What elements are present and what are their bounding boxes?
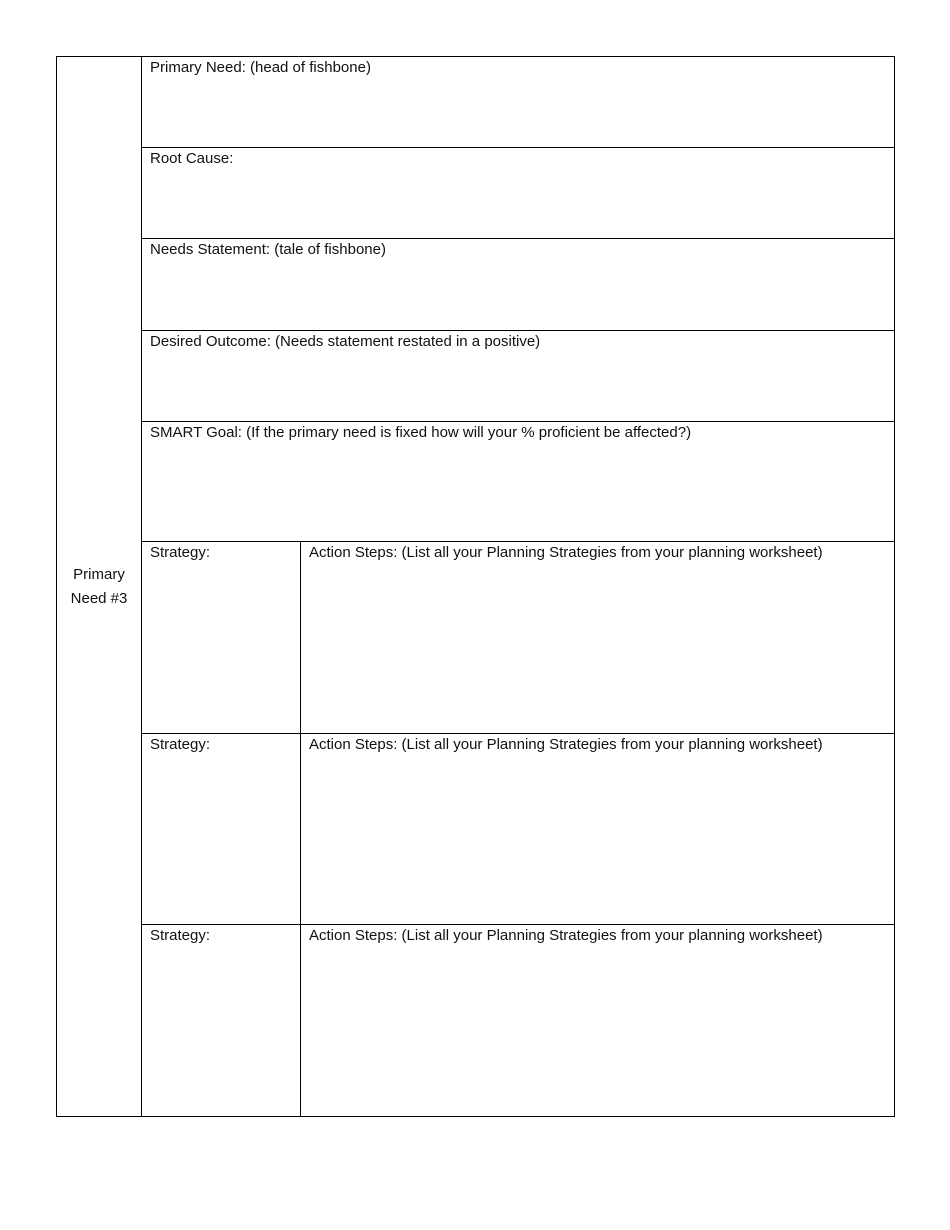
strategy-field-1[interactable] [142,542,301,734]
desired-outcome-label: Desired Outcome: (Needs statement restated in a positive) [150,333,541,350]
primary-need-label: Primary Need: (head of fishbone) [150,59,371,76]
action-steps-field-1[interactable] [301,542,895,734]
needs-statement-label: Needs Statement: (tale of fishbone) [150,241,386,258]
smart-goal-field[interactable] [142,422,895,542]
strategy-field-3[interactable] [142,925,301,1117]
action-steps-label: Action Steps: (List all your Planning Strategies from your planning worksheet) [309,927,823,944]
action-steps-label: Action Steps: (List all your Planning Strategies from your planning worksheet) [309,544,823,561]
action-steps-field-2[interactable] [301,734,895,925]
side-label-line1: Primary [73,565,125,583]
smart-goal-label: SMART Goal: (If the primary need is fixed how will your % proficient be affected?) [150,424,692,441]
primary-need-side-label [57,57,142,1117]
needs-statement-field[interactable] [142,239,895,331]
strategy-label: Strategy: [150,927,211,944]
action-steps-field-3[interactable] [301,925,895,1117]
strategy-label: Strategy: [150,736,211,753]
root-cause-field[interactable] [142,148,895,239]
strategy-field-2[interactable] [142,734,301,925]
root-cause-label: Root Cause: [150,150,234,167]
side-label-line2: Need #3 [70,589,128,607]
planning-form-table [56,56,895,1117]
primary-need-field[interactable] [142,57,895,148]
strategy-label: Strategy: [150,544,211,561]
desired-outcome-field[interactable] [142,331,895,422]
action-steps-label: Action Steps: (List all your Planning Strategies from your planning worksheet) [309,736,823,753]
